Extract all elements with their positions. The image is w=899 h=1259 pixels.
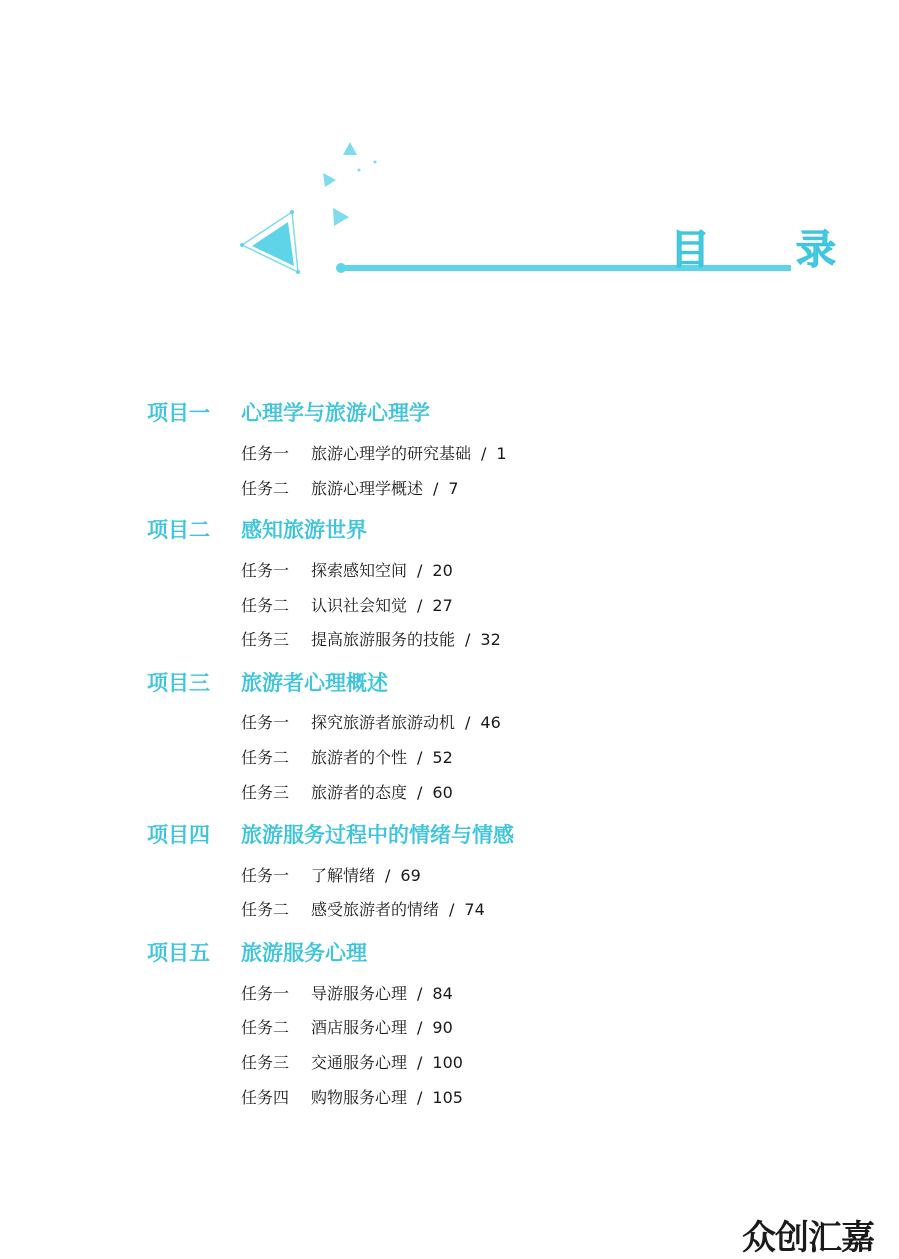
chapter-2[interactable] (147, 514, 367, 544)
task-number: 任务三 (241, 783, 290, 802)
task-5-1[interactable] (241, 981, 453, 1004)
chapter-number: 项目五 (147, 941, 210, 965)
chapter-5[interactable] (147, 937, 367, 967)
task-2-2[interactable] (241, 593, 453, 616)
task-title: 酒店服务心理 (311, 1018, 408, 1037)
task-number: 任务二 (241, 596, 290, 615)
page-number: 105 (432, 1088, 463, 1107)
chapter-title: 旅游服务过程中的情绪与情感 (241, 823, 514, 847)
chapter-number: 项目二 (147, 518, 210, 542)
page-separator: / (417, 1088, 423, 1107)
page-separator: / (465, 630, 471, 649)
task-4-1[interactable] (241, 863, 421, 886)
chapter-3[interactable] (147, 667, 388, 697)
page-number: 74 (464, 900, 485, 919)
task-number: 任务一 (241, 444, 290, 463)
page-separator: / (465, 713, 471, 732)
task-number: 任务二 (241, 900, 290, 919)
task-number: 任务一 (241, 866, 290, 885)
page-number: 32 (480, 630, 501, 649)
chapter-1[interactable] (147, 397, 430, 427)
chapter-title: 旅游服务心理 (241, 941, 367, 965)
page-separator: / (385, 866, 391, 885)
task-number: 任务二 (241, 479, 290, 498)
page-number: 27 (432, 596, 453, 615)
page-separator: / (417, 783, 423, 802)
page-number: 46 (480, 713, 501, 732)
page-separator: / (417, 984, 423, 1003)
task-5-3[interactable] (241, 1050, 463, 1073)
page-number: 84 (432, 984, 453, 1003)
task-title: 交通服务心理 (311, 1053, 408, 1072)
page-title: 目 录 (670, 227, 872, 273)
task-title: 感受旅游者的情绪 (311, 900, 440, 919)
page-number: 69 (400, 866, 421, 885)
chapter-title: 感知旅游世界 (241, 518, 367, 542)
page-number: 60 (432, 783, 453, 802)
page-separator: / (417, 1053, 423, 1072)
task-title: 购物服务心理 (311, 1088, 408, 1107)
chapter-number: 项目四 (147, 823, 210, 847)
task-5-2[interactable] (241, 1015, 453, 1038)
task-number: 任务三 (241, 1053, 290, 1072)
task-2-1[interactable] (241, 558, 453, 581)
task-number: 任务一 (241, 713, 290, 732)
watermark-logo: 众创汇嘉 (742, 1218, 874, 1258)
page-number: 100 (432, 1053, 463, 1072)
task-3-3[interactable] (241, 780, 453, 803)
task-3-1[interactable] (241, 710, 501, 733)
page-separator: / (433, 479, 439, 498)
task-title: 探究旅游者旅游动机 (311, 713, 456, 732)
task-number: 任务一 (241, 561, 290, 580)
task-number: 任务一 (241, 984, 290, 1003)
task-title: 旅游者的态度 (311, 783, 408, 802)
page-separator: / (417, 748, 423, 767)
task-title: 旅游心理学的研究基础 (311, 444, 472, 463)
task-title: 旅游者的个性 (311, 748, 408, 767)
chapter-number: 项目三 (147, 671, 210, 695)
task-5-4[interactable] (241, 1085, 463, 1108)
task-number: 任务二 (241, 1018, 290, 1037)
page-separator: / (449, 900, 455, 919)
task-number: 任务三 (241, 630, 290, 649)
page-number: 52 (432, 748, 453, 767)
task-title: 导游服务心理 (311, 984, 408, 1003)
task-1-1[interactable] (241, 441, 507, 464)
task-title: 了解情绪 (311, 866, 376, 885)
page-separator: / (417, 561, 423, 580)
page-separator: / (417, 1018, 423, 1037)
chapter-4[interactable] (147, 819, 514, 849)
task-title: 探索感知空间 (311, 561, 408, 580)
task-1-2[interactable] (241, 476, 459, 499)
task-number: 任务四 (241, 1088, 290, 1107)
task-2-3[interactable] (241, 627, 501, 650)
task-4-2[interactable] (241, 897, 485, 920)
page-separator: / (481, 444, 487, 463)
task-title: 提高旅游服务的技能 (311, 630, 456, 649)
page-number: 7 (448, 479, 459, 498)
task-title: 旅游心理学概述 (311, 479, 424, 498)
chapter-title: 旅游者心理概述 (241, 671, 388, 695)
task-number: 任务二 (241, 748, 290, 767)
task-title: 认识社会知觉 (311, 596, 408, 615)
page-number: 20 (432, 561, 453, 580)
page-number: 1 (496, 444, 507, 463)
page-separator: / (417, 596, 423, 615)
task-3-2[interactable] (241, 745, 453, 768)
chapter-number: 项目一 (147, 401, 210, 425)
chapter-title: 心理学与旅游心理学 (241, 401, 430, 425)
page-number: 90 (432, 1018, 453, 1037)
